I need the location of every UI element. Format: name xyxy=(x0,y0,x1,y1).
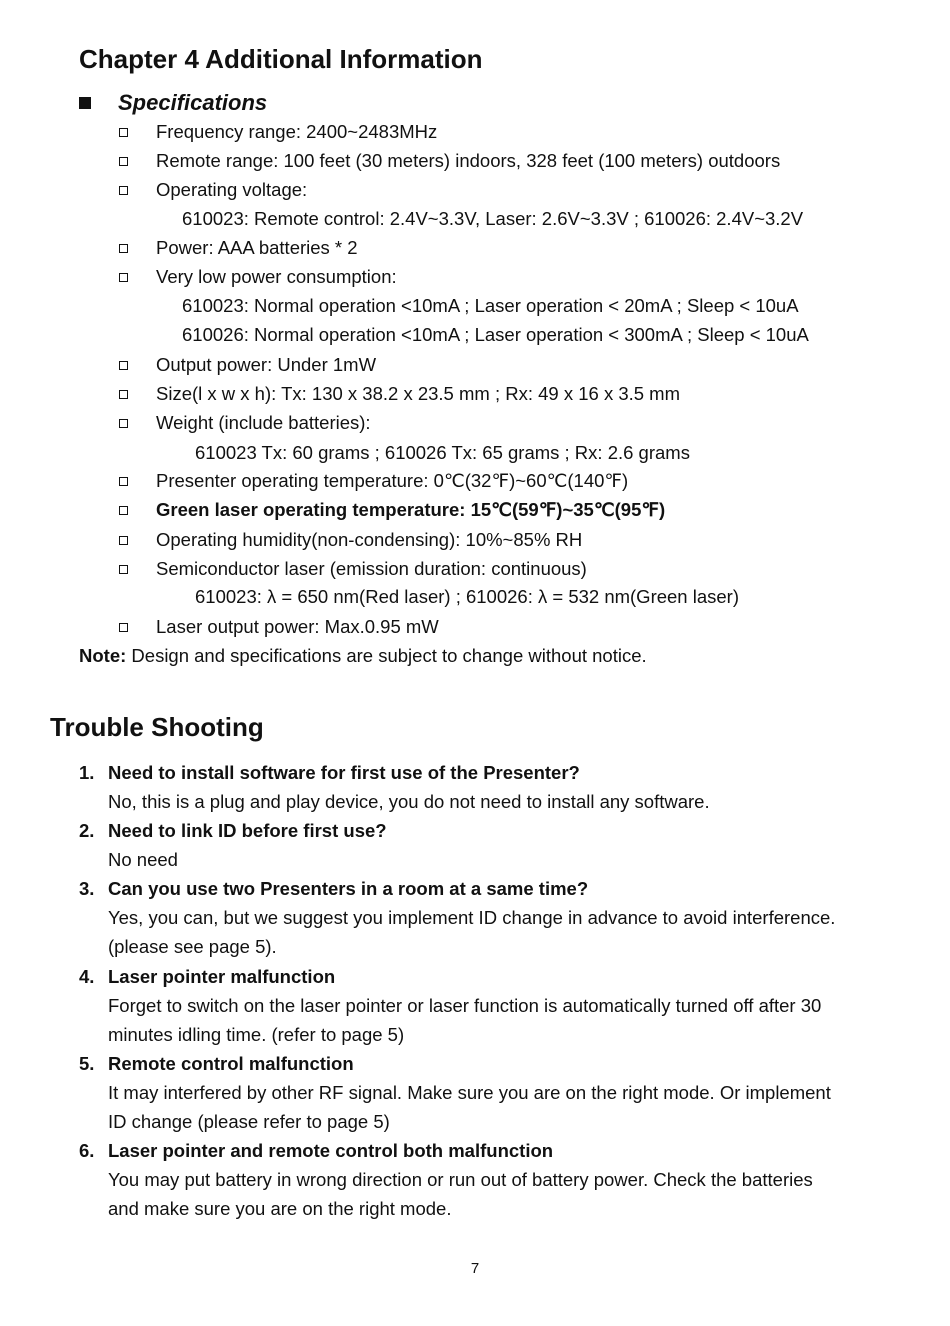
answer-line: You may put battery in wrong direction or run out of battery power. Check the batteries xyxy=(108,1169,813,1190)
checkbox-bullet-icon xyxy=(119,157,128,166)
question-number: 2. xyxy=(79,820,95,841)
spec-item: Size(l x w x h): Tx: 130 x 38.2 x 23.5 mm ; Rx: 49 x 16 x 3.5 mm xyxy=(156,383,681,404)
answer-line: minutes idling time. (refer to page 5) xyxy=(108,1024,405,1045)
note xyxy=(79,643,647,669)
spec-item: Power: AAA batteries * 2 xyxy=(156,237,358,258)
spec-item: Remote range: 100 feet (30 meters) indoors, 328 feet (100 meters) outdoors xyxy=(156,150,781,171)
chapter-title: Chapter 4 Additional Information xyxy=(79,44,483,74)
question: Remote control malfunction xyxy=(108,1053,354,1074)
spec-item: Very low power consumption: xyxy=(156,266,397,287)
specifications-heading-text: Specifications xyxy=(118,90,268,115)
note-label: Note: xyxy=(79,645,127,666)
question: Laser pointer and remote control both malfunction xyxy=(108,1140,554,1161)
question-number: 4. xyxy=(79,966,95,987)
note-text: Design and specifications are subject to change without notice. xyxy=(126,645,647,666)
specifications-heading xyxy=(79,89,267,117)
checkbox-bullet-icon xyxy=(119,565,128,574)
question-number: 3. xyxy=(79,878,95,899)
checkbox-bullet-icon xyxy=(119,128,128,137)
answer-line: ID change (please refer to page 5) xyxy=(108,1111,390,1132)
answer-line: and make sure you are on the right mode. xyxy=(108,1198,452,1219)
spec-item-emphasized: Green laser operating temperature: 15℃(59℉)~35℃(95℉) xyxy=(156,499,666,520)
spec-subitem: 610023: Normal operation <10mA ; Laser operation < 20mA ; Sleep < 10uA xyxy=(182,295,799,316)
question: Need to install software for first use of the Presenter? xyxy=(108,762,580,783)
checkbox-bullet-icon xyxy=(119,536,128,545)
checkbox-bullet-icon xyxy=(119,186,128,195)
square-bullet-icon xyxy=(79,97,91,109)
question-number: 6. xyxy=(79,1140,95,1161)
spec-item: Presenter operating temperature: 0℃(32℉)~60℃(140℉) xyxy=(156,470,629,491)
checkbox-bullet-icon xyxy=(119,477,128,486)
checkbox-bullet-icon xyxy=(119,506,128,515)
question-number: 5. xyxy=(79,1053,95,1074)
spec-subitem: 610023 Tx: 60 grams ; 610026 Tx: 65 grams ; Rx: 2.6 grams xyxy=(195,442,690,463)
spec-subitem: 610023: λ = 650 nm(Red laser) ; 610026: λ = 532 nm(Green laser) xyxy=(195,586,739,607)
answer-line: It may interfered by other RF signal. Make sure you are on the right mode. Or implement xyxy=(108,1082,831,1103)
spec-item: Operating voltage: xyxy=(156,179,308,200)
question-number: 1. xyxy=(79,762,95,783)
spec-item: Operating humidity(non-condensing): 10%~85% RH xyxy=(156,529,583,550)
section-title: Trouble Shooting xyxy=(50,712,264,742)
spec-subitem: 610026: Normal operation <10mA ; Laser operation < 300mA ; Sleep < 10uA xyxy=(182,324,809,345)
spec-item: Semiconductor laser (emission duration: continuous) xyxy=(156,558,587,579)
checkbox-bullet-icon xyxy=(119,361,128,370)
checkbox-bullet-icon xyxy=(119,623,128,632)
answer-line: No, this is a plug and play device, you do not need to install any software. xyxy=(108,791,710,812)
spec-subitem: 610023: Remote control: 2.4V~3.3V, Laser: 2.6V~3.3V ; 610026: 2.4V~3.2V xyxy=(182,208,804,229)
answer-line: Forget to switch on the laser pointer or laser function is automatically turned off after 30 xyxy=(108,995,822,1016)
spec-item: Frequency range: 2400~2483MHz xyxy=(156,121,438,142)
answer-line: (please see page 5). xyxy=(108,936,277,957)
checkbox-bullet-icon xyxy=(119,390,128,399)
checkbox-bullet-icon xyxy=(119,419,128,428)
checkbox-bullet-icon xyxy=(119,273,128,282)
spec-item: Weight (include batteries): xyxy=(156,412,371,433)
answer-line: Yes, you can, but we suggest you implement ID change in advance to avoid interference. xyxy=(108,907,836,928)
checkbox-bullet-icon xyxy=(119,244,128,253)
page-number: 7 xyxy=(470,1260,480,1277)
question: Can you use two Presenters in a room at a same time? xyxy=(108,878,589,899)
answer-line: No need xyxy=(108,849,178,870)
spec-item: Output power: Under 1mW xyxy=(156,354,377,375)
spec-item: Laser output power: Max.0.95 mW xyxy=(156,616,439,637)
question: Need to link ID before first use? xyxy=(108,820,387,841)
question: Laser pointer malfunction xyxy=(108,966,336,987)
